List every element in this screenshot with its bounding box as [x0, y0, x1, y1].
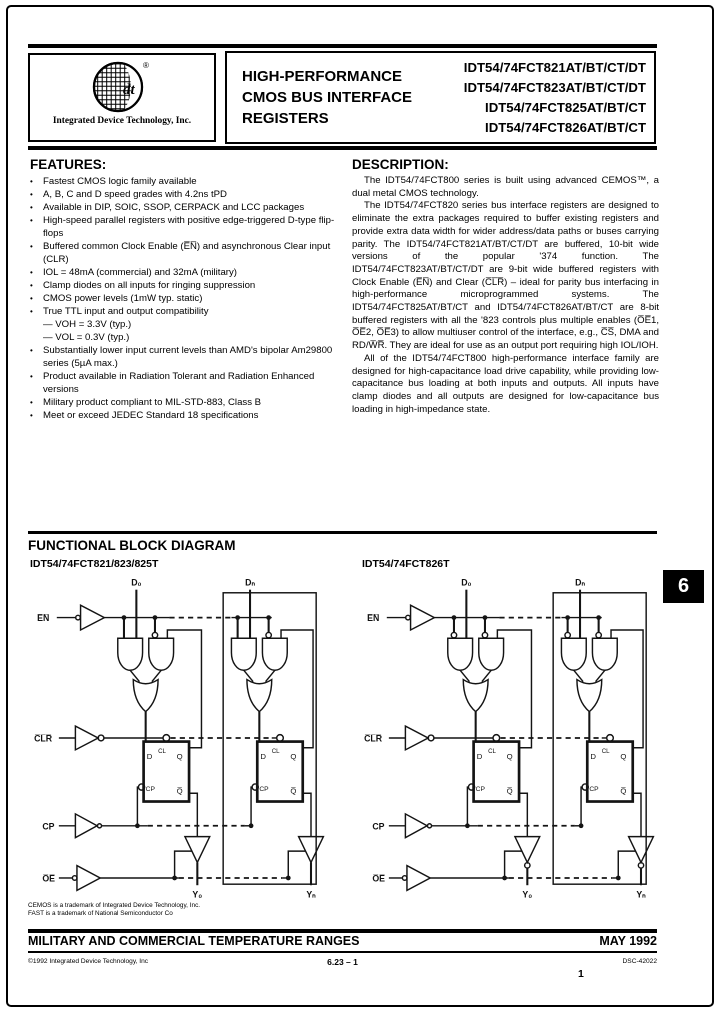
registered-mark: ® — [143, 61, 149, 70]
bullet: • — [30, 307, 33, 316]
part-number: IDT54/74FCT821AT/BT/CT/DT — [463, 59, 646, 75]
ff-d-label: D — [146, 752, 153, 762]
feature-item — [30, 370, 344, 396]
feature-text: Buffered common Clock Enable (E̅N̅) and asynchronous Clear input (CLR) — [43, 241, 331, 265]
yn-label: Yₙ — [636, 889, 646, 900]
feature-text: — VOH = 3.3V (typ.) — [43, 319, 132, 330]
doc-code: DSC-42022 — [622, 958, 657, 965]
and-gate — [448, 638, 473, 670]
en-buffer — [411, 605, 435, 630]
header-top-rule — [28, 44, 657, 48]
ff-q-label: Q — [176, 752, 183, 762]
en-buffer — [81, 605, 105, 630]
footer-bottom-row — [28, 957, 657, 971]
feature-item — [30, 409, 344, 422]
temperature-ranges-label: MILITARY AND COMMERCIAL TEMPERATURE RANGES — [28, 934, 360, 948]
feature-text: A, B, C and D speed grades with 4.2ns tPD — [43, 189, 227, 200]
bullet: • — [30, 177, 33, 186]
features-heading: FEATURES: — [30, 157, 107, 172]
and-gate — [561, 638, 586, 670]
feature-text: Substantially lower input current levels than AMD's bipolar Am29800 series (5µA max.) — [43, 345, 333, 369]
footnote-line: CEMOS is a trademark of Integrated Device Technology, Inc. — [28, 902, 201, 909]
bullet: • — [30, 268, 33, 277]
feature-item — [30, 240, 344, 266]
junction-dots — [452, 615, 621, 880]
part-number: IDT54/74FCT826AT/BT/CT — [485, 119, 646, 135]
tristate-buffer — [185, 837, 210, 863]
bullet: • — [30, 398, 33, 407]
d0-label: D₀ — [131, 577, 142, 588]
feature-text: — VOL = 0.3V (typ.) — [43, 332, 130, 343]
feature-text: True TTL input and output compatibility — [43, 306, 209, 317]
bullet: • — [30, 294, 33, 303]
ff-cl-label: CL — [271, 747, 280, 755]
ff-cp-label: CP — [475, 786, 485, 794]
part-number: IDT54/74FCT823AT/BT/CT/DT — [463, 79, 646, 95]
ff-labels — [146, 748, 297, 795]
ff-labels — [476, 748, 627, 795]
fbd-left-title: IDT54/74FCT821/823/825T — [30, 558, 159, 570]
circuit-lines — [57, 590, 324, 891]
features-section — [30, 157, 344, 422]
section-tab: 6 — [663, 570, 704, 603]
idt-logo — [91, 57, 153, 115]
yn-label: Yₙ — [306, 889, 316, 900]
feature-text: High-speed parallel registers with positive edge-triggered D-type flip-flops — [43, 215, 335, 239]
d0-label: D₀ — [461, 577, 472, 588]
description-paragraph: The IDT54/74FCT800 series is built using advanced CEMOS™, a dual metal CMOS technology. — [352, 175, 659, 199]
feature-text: IOL = 48mA (commercial) and 32mA (military) — [43, 267, 237, 278]
ff-cl-label: CL — [488, 747, 496, 755]
feature-text: CMOS power levels (1mW typ. static) — [43, 293, 203, 304]
title-line-2: CMOS BUS INTERFACE — [242, 89, 413, 106]
or-gate — [247, 680, 272, 712]
ff-q-label: Q — [620, 752, 627, 762]
description-paragraph: The IDT54/74FCT820 series bus interface registers are designed to eliminate the extra packages required to buffer existing registers and provide extra data width for wider address/data paths or buses carrying parity. The IDT54/74FCT821AT/BT/CT/DT are buffered, 10-bit wide versions of the popular '374 function. The IDT54/74FCT823AT/BT/CT/DT are 9-bit wide buffered registers with Clock Enable (E̅N̅) and Clear (C̅L̅R̅) – ideal for parity bus interfacing in high-performance microprogrammed systems. The IDT54/74FCT825AT/BT/CT and IDT54/74FCT826AT/BT/CT are 8-bit buffered registers with all the '823 controls plus multiple enables (O̅E̅1, O̅E̅2, O̅E̅3) to allow multiuser control of the interface, e.g., C̅S̅, DMA and RD/W̅R̅. They are ideal for use as an output port requiring high IOL/IOH. — [352, 200, 659, 352]
page-code: 6.23 – 1 — [327, 957, 358, 967]
description-heading: DESCRIPTION: — [352, 157, 449, 172]
ff-q-label: Q — [290, 752, 297, 762]
tristate-buffer — [629, 837, 654, 863]
cp-buffer — [405, 814, 427, 838]
feature-subitem — [30, 318, 344, 331]
block-diagram-826t — [362, 576, 672, 902]
copyright-text: ©1992 Integrated Device Technology, Inc — [28, 958, 149, 965]
ff-qb-label: Q̅ — [620, 786, 627, 796]
ff-d-label: D — [260, 752, 266, 762]
fbd-right-title: IDT54/74FCT826T — [362, 558, 450, 570]
block-diagram-821-823-825t — [32, 576, 342, 902]
and-gate — [262, 638, 287, 670]
and-gate — [231, 638, 256, 670]
footer-top-rule — [28, 929, 657, 933]
clr-buffer — [405, 726, 428, 750]
oe-buffer — [407, 866, 430, 891]
description-paragraph: All of the IDT54/74FCT800 high-performance interface family are designed for high-capacitance load drive capability, while providing low-capacitance bus loading at both inputs and outputs. All inputs have clamp diodes and all outputs are designed for low-capacitance bus loading in high-impedance state. — [352, 352, 659, 415]
bullet: • — [30, 242, 33, 251]
section-divider-rule — [28, 531, 657, 534]
feature-item — [30, 279, 344, 292]
ff-d-label: D — [476, 752, 483, 762]
feature-item — [30, 292, 344, 305]
feature-text: Product available in Radiation Tolerant and Radiation Enhanced versions — [43, 371, 315, 395]
clr-buffer — [75, 726, 98, 750]
feature-text: Available in DIP, SOIC, SSOP, CERPACK and LCC packages — [43, 202, 305, 213]
en-label: E̅N̅ — [37, 613, 50, 624]
clr-label: C̅L̅R̅ — [364, 733, 383, 744]
ff-qb-label: Q̅ — [290, 786, 297, 796]
part-numbers — [442, 58, 654, 138]
tristate-buffer — [299, 837, 324, 863]
feature-item — [30, 396, 344, 409]
feature-item — [30, 344, 344, 370]
bullet: • — [30, 281, 33, 290]
en-label: E̅N̅ — [367, 613, 380, 624]
title-line-3: REGISTERS — [242, 110, 329, 127]
dn-label: Dₙ — [575, 577, 585, 588]
trademark-footnotes — [28, 902, 200, 918]
footnote-line: FAST is a trademark of National Semiconductor Co — [28, 910, 173, 917]
feature-item — [30, 214, 344, 240]
bullet: • — [30, 411, 33, 420]
clr-label: C̅L̅R̅ — [34, 733, 53, 744]
cp-label: CP — [42, 821, 55, 832]
ff-q-label: Q — [506, 752, 513, 762]
dn-label: Dₙ — [245, 577, 255, 588]
y0-label: Y₀ — [522, 889, 533, 900]
page-number: 1 — [578, 968, 584, 980]
footer-band — [28, 934, 657, 948]
and-gate — [592, 638, 617, 670]
bullet: • — [30, 372, 33, 381]
ff-cp-label: CP — [589, 786, 599, 794]
feature-item — [30, 305, 344, 318]
ff-cp-label: CP — [145, 786, 155, 794]
ff-cl-label: CL — [158, 747, 166, 755]
ff-cp-label: CP — [259, 786, 269, 794]
logo-mark: dt — [123, 82, 135, 98]
or-gate — [463, 680, 488, 712]
logo-box — [28, 53, 216, 142]
date-label: MAY 1992 — [599, 934, 657, 948]
oe-buffer — [77, 866, 100, 891]
feature-text: Fastest CMOS logic family available — [43, 176, 197, 187]
ff-d-label: D — [590, 752, 596, 762]
bullet: • — [30, 190, 33, 199]
and-gate — [149, 638, 174, 670]
oe-label: O̅E̅ — [42, 873, 56, 884]
ff-qb-label: Q̅ — [176, 786, 183, 796]
bullet: • — [30, 203, 33, 212]
part-number: IDT54/74FCT825AT/BT/CT — [485, 99, 646, 115]
doc-title — [227, 66, 442, 129]
circuit-lines — [387, 590, 654, 891]
tristate-buffer — [515, 837, 540, 863]
feature-item — [30, 188, 344, 201]
feature-subitem — [30, 331, 344, 344]
feature-item — [30, 175, 344, 188]
footer-thin-rule — [28, 951, 657, 953]
feature-text: Clamp diodes on all inputs for ringing suppression — [43, 280, 256, 291]
and-gate — [118, 638, 143, 670]
y0-label: Y₀ — [192, 889, 203, 900]
and-gate — [479, 638, 504, 670]
junction-dots — [122, 615, 291, 880]
feature-text: Military product compliant to MIL-STD-883, Class B — [43, 397, 262, 408]
cp-buffer — [75, 814, 97, 838]
ff-cl-label: CL — [601, 747, 610, 755]
or-gate — [577, 680, 602, 712]
feature-text: Meet or exceed JEDEC Standard 18 specifications — [43, 410, 259, 421]
ff-qb-label: Q̅ — [506, 786, 513, 796]
bullet: • — [30, 346, 33, 355]
cp-label: CP — [372, 821, 385, 832]
header-bottom-rule — [28, 146, 657, 150]
or-gate — [133, 680, 158, 712]
title-box — [225, 51, 656, 144]
fbd-heading: FUNCTIONAL BLOCK DIAGRAM — [28, 538, 236, 553]
feature-item — [30, 266, 344, 279]
description-section — [352, 157, 659, 416]
oe-label: O̅E̅ — [372, 873, 386, 884]
feature-item — [30, 201, 344, 214]
bullet: • — [30, 216, 33, 225]
title-line-1: HIGH-PERFORMANCE — [242, 68, 402, 85]
company-name: Integrated Device Technology, Inc. — [52, 116, 192, 126]
